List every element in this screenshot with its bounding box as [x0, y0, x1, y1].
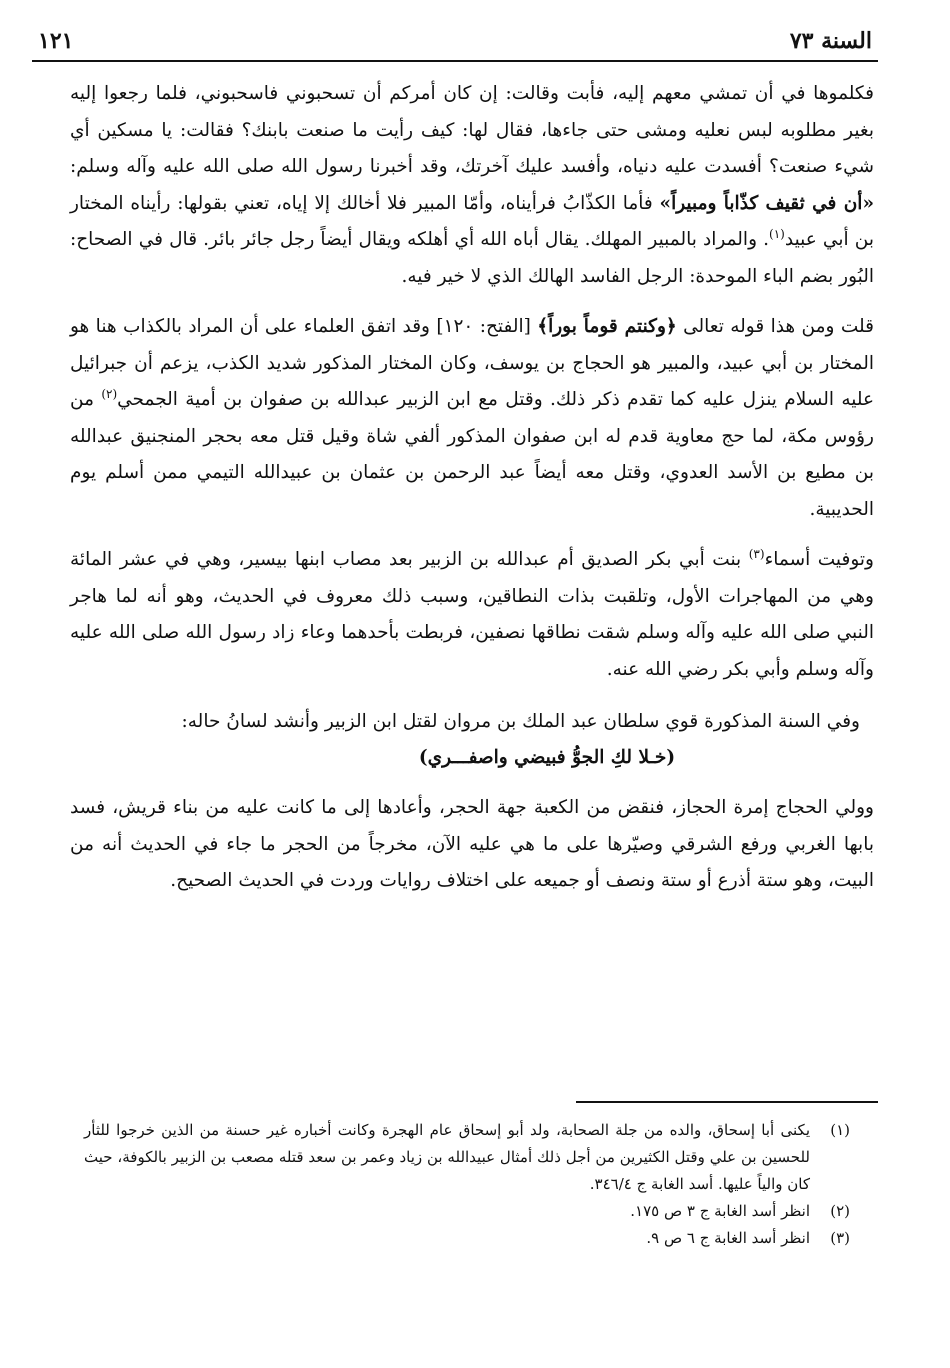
paragraph-text: قلت ومن هذا قوله تعالى: [676, 316, 874, 337]
hadith-quote: «أن في ثقيف كذّاباً ومبيراً»: [659, 192, 875, 214]
footnote-text: انظر أسد الغابة ج ٣ ص ١٧٥.: [630, 1202, 810, 1220]
paragraph-text: [الفتح: ١٢٠] وقد اتفق العلماء على أن المراد بالكذاب هنا هو المختار بن أبي عبيد، والمبير هو الحجاج بن يوسف، وكان المختار المذكور شديد الكذب، يزعم أن جبرائيل عليه السلام ينزل عليه كما تقدم ذكر ذلك. وقتل مع ابن الزبير عبدالله بن صفوان بن أمية الجمحي: [70, 316, 875, 410]
footnote-text: يكنى أبا إسحاق، والده من جلة الصحابة، ولد أبو إسحاق عام الهجرة وكانت أخباره غير حسنة من الذين خرجوا للثأر للحسين بن علي وقتل الكثيرين من أجل ذلك أمثال عبيدالله بن زياد وعمر بن سعد قتله مصعب بن الزبير بالكوفة، حيث كان والياً عليها. أسد الغابة ج ٣٤٦/٤.: [84, 1121, 810, 1193]
footnote: [84, 1117, 850, 1198]
main-text: [70, 76, 874, 900]
footnote-number: (١): [830, 1121, 850, 1139]
footnote: [84, 1198, 850, 1225]
footnote-number: (٢): [830, 1202, 850, 1220]
paragraph-text: بنت أبي بكر الصديق أم عبدالله بن الزبير بعد مصاب ابنها بيسير، وهي في عشر المائة وهي من المهاجرات الأول، وتلقبت بذات النطاقين، وسبب ذلك معروف في الحديث، وهو أنه لما هاجر النبي صلى الله عليه وآله وسلم شقت نطاقها نصفين، فربطت بأحدهما وعاء زاد رسول الله صلى الله عليه وآله وسلم وأبي بكر رضي الله عنه.: [70, 549, 874, 680]
verse-line: (خـلا لكِ الجوُّ فبيضي واصفـــري): [418, 747, 676, 768]
paragraph-text: فكلموها في أن تمشي معهم إليه، فأبت وقالت: إن كان أمركم أن تسحبوني فاسحبوني، فلما رجعوا إليه بغير مطلوبه لبس نعليه ومشى حتى جاءها، فقال لها: كيف رأيت ما صنعت بابنك؟ فقالت: يا مسكين أي شيء صنعت؟ أفسدت عليه دنياه، وأفسد عليك آخرتك، وقد أخبرنا رسول الله صلى الله عليه وآله وسلم:: [70, 83, 874, 177]
paragraph: [70, 309, 874, 528]
quran-quote: ﴿وكنتم قوماً بوراً﴾: [537, 316, 677, 337]
paragraph: وولي الحجاج إمرة الحجاز، فنقض من الكعبة جهة الحجر، وأعادها إلى ما كانت عليه من بناء قريش، فسد بابها الغربي ورفع الشرقي وصيّرها على ما هي عليه الآن، مخرجاً من الحجر ما جاء في الحديث أنه من البيت، وهو ستة أذرع أو ستة ونصف أو جميعه على اختلاف روايات وردت في الحديث الصحيح.: [70, 797, 874, 891]
paragraph-text: من رؤوس مكة، لما حج معاوية قدم له ابن صفوان المذكور ألفي شاة وقيل قتل معه بحجر المنجنيق عبدالله بن مطيع بن الأسد العدوي، وقتل معه أيضاً عبد الرحمن بن عثمان بن عبيدالله التيمي ممن أسلم يوم الحديبية.: [70, 389, 874, 520]
paragraph-text: . والمراد بالمبير المهلك. يقال أباه الله أي أهلكه ويقال أيضاً رجل جائر بائر. قال في الصحاح: البُور بضم الباء الموحدة: الرجل الفاسد الهالك الذي لا خير فيه.: [70, 229, 874, 287]
running-title: السنة ٧٣: [789, 28, 872, 54]
paragraph-text: وتوفيت أسماء: [764, 549, 874, 570]
verse-intro: وفي السنة المذكورة قوي سلطان عبد الملك بن مروان لقتل ابن الزبير وأنشد لسانُ حاله:: [181, 711, 860, 732]
footnote: [84, 1225, 850, 1252]
footnote-ref[interactable]: (١): [769, 226, 785, 241]
page-number: ١٢١: [38, 28, 74, 54]
footnote-text: انظر أسد الغابة ج ٦ ص ٩.: [646, 1229, 810, 1247]
paragraph: [70, 76, 874, 295]
footnote-divider: [576, 1101, 878, 1103]
page-header: [32, 26, 878, 62]
footnote-ref[interactable]: (٣): [748, 546, 765, 561]
footnote-ref[interactable]: (٢): [101, 386, 118, 401]
footnotes: [84, 1117, 850, 1252]
paragraph-text: فأما الكذّابُ فرأيناه، وأمّا المبير فلا أخالك إلا إياه، تعني بقولها: رأيناه المختار بن أبي عبيد: [70, 192, 874, 250]
footnote-number: (٣): [830, 1229, 850, 1247]
paragraph: [70, 542, 874, 688]
